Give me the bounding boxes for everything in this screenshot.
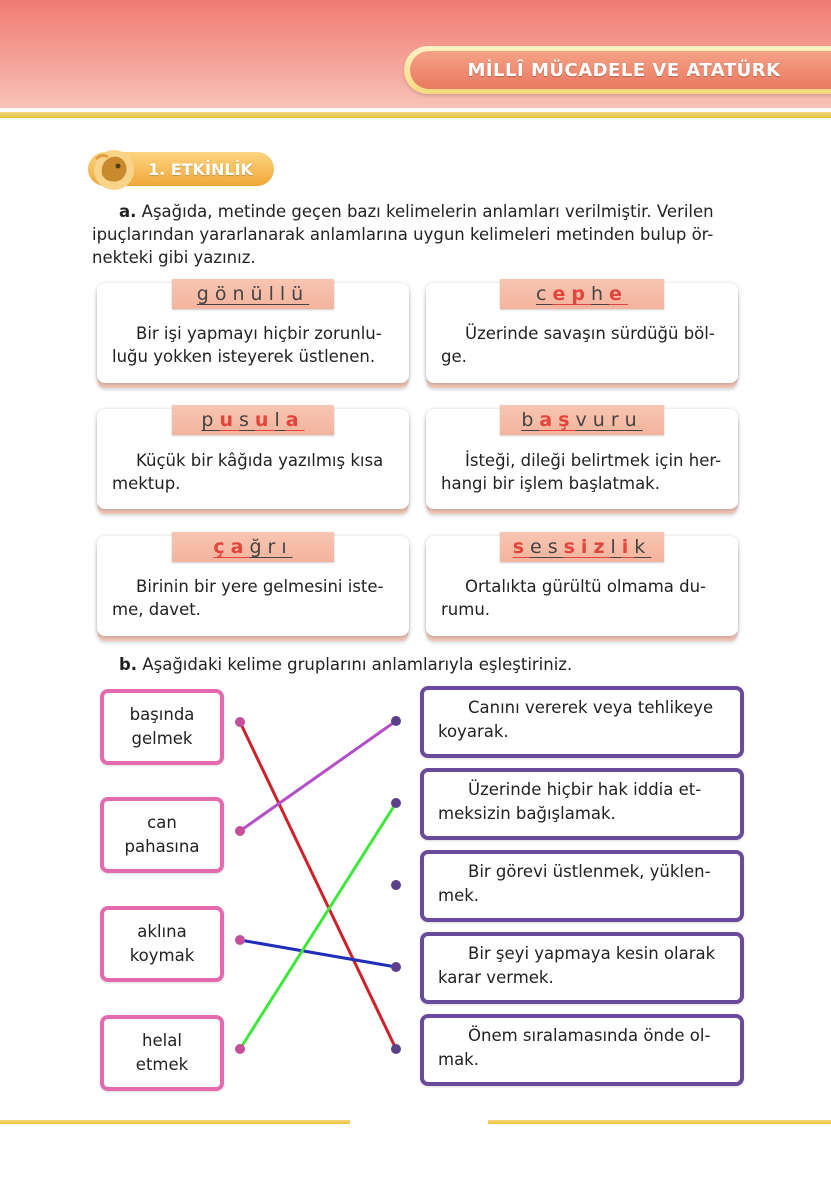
word-letter: z — [593, 536, 611, 558]
left-connector-dot[interactable] — [235, 717, 245, 727]
word-letter: e — [530, 536, 548, 558]
footer-divider-left — [0, 1120, 350, 1124]
match-left-3[interactable]: aklına koymak — [100, 906, 224, 982]
word-letter: i — [621, 536, 635, 558]
word-letter: g — [196, 283, 215, 305]
right-connector-dot[interactable] — [391, 798, 401, 808]
definition-text-1: Bir işi yapmayı hiçbir zorunlu- luğu yokken isteyerek üstlenen. — [112, 324, 382, 366]
word-letter: b — [521, 409, 540, 431]
footer-divider-right — [488, 1120, 831, 1124]
word-letter: u — [219, 409, 240, 431]
part-a-line-2: ipuçlarından yararlanarak anlamlarına uygun kelimeleri metinden bulup ör- — [92, 225, 714, 244]
page-title: MİLLÎ MÜCADELE VE ATATÜRK — [410, 51, 831, 89]
word-letter: e — [609, 283, 628, 305]
word-letter: r — [267, 536, 282, 558]
word-letter: p — [201, 409, 220, 431]
activity-label: 1. ETKİNLİK — [148, 159, 253, 179]
word-letter: a — [285, 409, 305, 431]
word-letter: h — [591, 283, 610, 305]
word-letter: l — [274, 409, 286, 431]
word-letter: l — [279, 283, 292, 305]
right-connector-dot[interactable] — [391, 716, 401, 726]
match-line — [240, 721, 396, 831]
word-letter: u — [624, 409, 643, 431]
part-a-line-1: Aşağıda, metinde geçen bazı kelimelerin anlamları verilmiştir. Verilen — [141, 202, 714, 221]
match-right-5[interactable]: Önem sıralamasında önde ol- mak. — [420, 1014, 744, 1086]
part-b-letter: b. — [119, 655, 138, 674]
definition-text-4: İsteği, dileği belirtmek için her- hangi bir işlem başlatmak. — [441, 451, 722, 493]
word-letter: v — [575, 409, 593, 431]
definition-text-3: Küçük bir kâğıda yazılmış kısa mektup. — [112, 451, 384, 493]
left-connector-dot[interactable] — [235, 826, 245, 836]
word-letter: l — [610, 536, 622, 558]
right-connector-dot[interactable] — [391, 880, 401, 890]
match-right-1[interactable]: Canını vererek veya tehlikeye koyarak. — [420, 686, 744, 758]
word-letter: p — [571, 283, 591, 305]
word-letter: r — [610, 409, 625, 431]
part-a-letter: a. — [119, 202, 137, 221]
word-letter: ü — [250, 283, 269, 305]
match-line — [240, 722, 396, 1049]
match-right-2[interactable]: Üzerinde hiçbir hak iddia et- meksizin bağışlamak. — [420, 768, 744, 840]
match-line — [240, 803, 396, 1049]
word-letter: ğ — [249, 536, 268, 558]
part-a-line-3: nekteki gibi yazınız. — [92, 247, 256, 267]
word-letter: ü — [291, 283, 310, 305]
word-letter: s — [512, 536, 530, 558]
match-left-1[interactable]: başında gelmek — [100, 689, 224, 765]
word-letter: ş — [558, 409, 576, 431]
right-connector-dot[interactable] — [391, 1044, 401, 1054]
word-letter: l — [268, 283, 280, 305]
word-letter: s — [239, 409, 255, 431]
word-letter: i — [580, 536, 594, 558]
word-letter: s — [547, 536, 564, 558]
match-line — [240, 940, 396, 967]
word-letter: n — [232, 283, 251, 305]
match-left-2[interactable]: can pahasına — [100, 797, 224, 873]
definition-text-5: Birinin bir yere gelmesini iste- me, davet. — [112, 577, 384, 619]
word-letter: ç — [213, 536, 231, 558]
left-connector-dot[interactable] — [235, 1044, 245, 1054]
part-b-text: Aşağıdaki kelime gruplarını anlamlarıyla eşleştiriniz. — [142, 655, 573, 674]
word-letter: e — [552, 283, 572, 305]
match-right-3[interactable]: Bir görevi üstlenmek, yüklen- mek. — [420, 850, 744, 922]
word-letter: k — [634, 536, 652, 558]
word-letter: u — [592, 409, 611, 431]
word-letter: ö — [214, 283, 233, 305]
word-letter: u — [254, 409, 275, 431]
word-letter: a — [539, 409, 559, 431]
definition-text-6: Ortalıkta gürültü olmama du- rumu. — [441, 577, 707, 619]
right-connector-dot[interactable] — [391, 962, 401, 972]
word-letter: ı — [281, 536, 293, 558]
word-letter: a — [230, 536, 250, 558]
word-letter: c — [536, 283, 553, 305]
left-connector-dot[interactable] — [235, 935, 245, 945]
definition-text-2: Üzerinde savaşın sürdüğü böl- ge. — [441, 324, 715, 366]
match-right-4[interactable]: Bir şeyi yapmaya kesin olarak karar vermek. — [420, 932, 744, 1004]
word-letter: s — [563, 536, 581, 558]
match-left-4[interactable]: helal etmek — [100, 1015, 224, 1091]
